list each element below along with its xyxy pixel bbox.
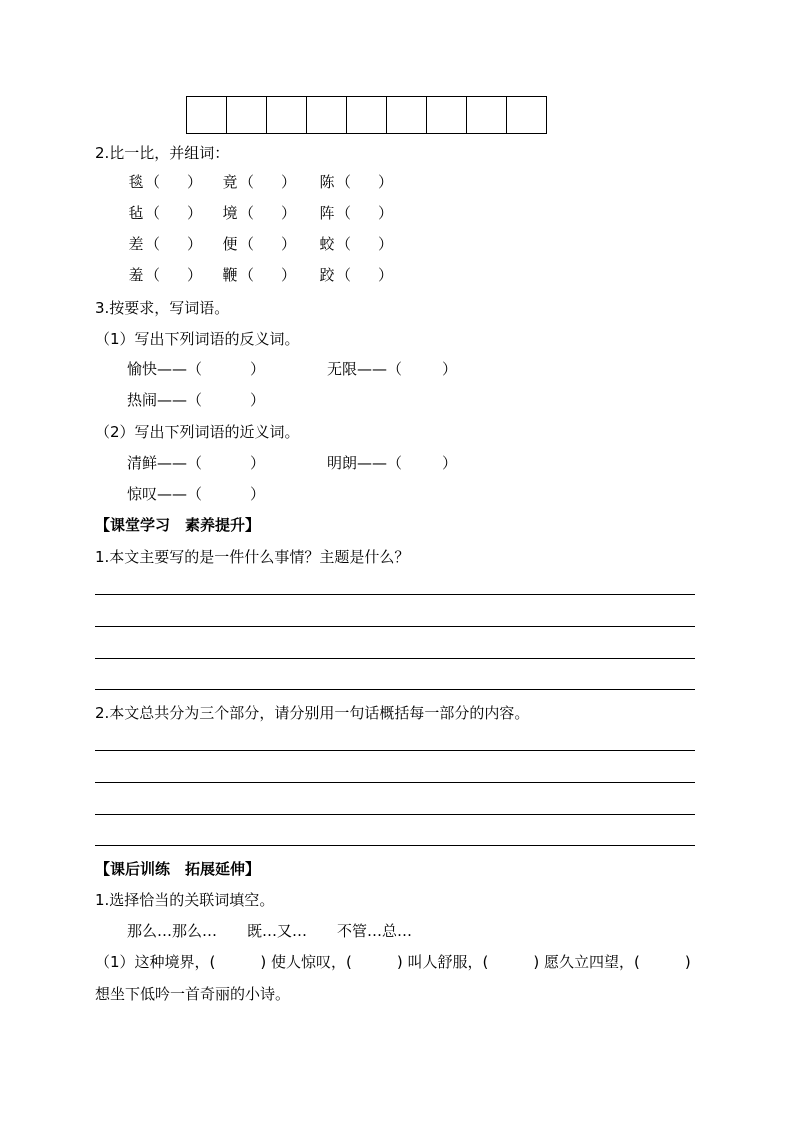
- close-paren: ）: [187, 173, 203, 191]
- open-paren: （: [336, 235, 352, 253]
- open-paren: （: [145, 204, 161, 222]
- open-paren: （: [145, 266, 161, 284]
- answer-line[interactable]: [95, 814, 695, 815]
- close-paren: ）: [281, 266, 297, 284]
- grid-cell[interactable]: [347, 96, 387, 134]
- conjunction-options: 那么…那么… 既…又… 不管…总…: [127, 922, 413, 940]
- close-paren: ）: [378, 235, 394, 253]
- open-paren: （: [336, 266, 352, 284]
- q2-title: 2.比一比，并组词：: [95, 144, 230, 162]
- grid-cell[interactable]: [227, 96, 267, 134]
- answer-blank[interactable]: [255, 265, 283, 285]
- synonym-item-3: 惊叹——（ ）: [127, 485, 266, 503]
- compare-character: 毯: [128, 173, 144, 191]
- compare-character: 羞: [128, 266, 144, 284]
- answer-blank[interactable]: [161, 234, 189, 254]
- antonym-item-1: 愉快——（ ）: [127, 360, 266, 378]
- grid-cell[interactable]: [507, 96, 547, 134]
- answer-line[interactable]: [95, 626, 695, 627]
- close-paren: ）: [187, 266, 203, 284]
- classroom-q2: 2.本文总共分为三个部分，请分别用一句话概括每一部分的内容。: [95, 704, 530, 722]
- classroom-q1: 1.本文主要写的是一件什么事情？主题是什么？: [95, 548, 410, 566]
- answer-blank[interactable]: [255, 172, 283, 192]
- close-paren: ）: [281, 235, 297, 253]
- close-paren: ）: [281, 204, 297, 222]
- answer-blank[interactable]: [161, 172, 189, 192]
- open-paren: （: [239, 173, 255, 191]
- q3-part2-title: （2）写出下列词语的近义词。: [95, 423, 300, 441]
- grid-cell[interactable]: [427, 96, 467, 134]
- answer-blank[interactable]: [352, 203, 380, 223]
- compare-character: 陈: [319, 173, 335, 191]
- compare-character: 竟: [222, 173, 238, 191]
- answer-blank[interactable]: [255, 203, 283, 223]
- compare-character: 差: [128, 235, 144, 253]
- answer-blank[interactable]: [161, 203, 189, 223]
- after-class-q1: 1.选择恰当的关联词填空。: [95, 891, 275, 909]
- open-paren: （: [336, 173, 352, 191]
- sentence-line-2: 想坐下低吟一首奇丽的小诗。: [95, 985, 291, 1003]
- compare-character: 境: [222, 204, 238, 222]
- compare-character: 阵: [319, 204, 335, 222]
- answer-blank[interactable]: [161, 265, 189, 285]
- answer-line[interactable]: [95, 845, 695, 846]
- close-paren: ）: [187, 235, 203, 253]
- q3-part1-title: （1）写出下列词语的反义词。: [95, 330, 300, 348]
- answer-blank[interactable]: [352, 265, 380, 285]
- classroom-heading: 【课堂学习 素养提升】: [95, 516, 261, 534]
- answer-blank[interactable]: [352, 172, 380, 192]
- close-paren: ）: [378, 204, 394, 222]
- compare-character: 便: [222, 235, 238, 253]
- answer-line[interactable]: [95, 689, 695, 690]
- close-paren: ）: [281, 173, 297, 191]
- compare-character: 跤: [319, 266, 335, 284]
- answer-line[interactable]: [95, 594, 695, 595]
- open-paren: （: [239, 235, 255, 253]
- compare-character: 蛟: [319, 235, 335, 253]
- synonym-item-1: 清鲜——（ ）: [127, 454, 266, 472]
- compare-character: 毡: [128, 204, 144, 222]
- open-paren: （: [239, 204, 255, 222]
- close-paren: ）: [378, 173, 394, 191]
- grid-cell[interactable]: [267, 96, 307, 134]
- answer-line[interactable]: [95, 658, 695, 659]
- antonym-item-3: 热闹——（ ）: [127, 391, 266, 409]
- answer-blank[interactable]: [352, 234, 380, 254]
- open-paren: （: [239, 266, 255, 284]
- after-class-heading: 【课后训练 拓展延伸】: [95, 860, 261, 878]
- close-paren: ）: [187, 204, 203, 222]
- sentence-line-1: （1）这种境界，( ) 使人惊叹，( ) 叫人舒服，( ) 愿久立四望，( ): [95, 953, 691, 971]
- grid-cell[interactable]: [187, 96, 227, 134]
- answer-blank[interactable]: [255, 234, 283, 254]
- antonym-item-2: 无限——（ ）: [327, 360, 458, 378]
- synonym-item-2: 明朗——（ ）: [327, 454, 458, 472]
- answer-line[interactable]: [95, 782, 695, 783]
- close-paren: ）: [378, 266, 394, 284]
- q3-title: 3.按要求，写词语。: [95, 299, 230, 317]
- answer-line[interactable]: [95, 750, 695, 751]
- compare-character: 鞭: [222, 266, 238, 284]
- writing-grid: [186, 96, 547, 134]
- open-paren: （: [145, 235, 161, 253]
- grid-cell[interactable]: [467, 96, 507, 134]
- grid-cell[interactable]: [307, 96, 347, 134]
- grid-cell[interactable]: [387, 96, 427, 134]
- open-paren: （: [145, 173, 161, 191]
- open-paren: （: [336, 204, 352, 222]
